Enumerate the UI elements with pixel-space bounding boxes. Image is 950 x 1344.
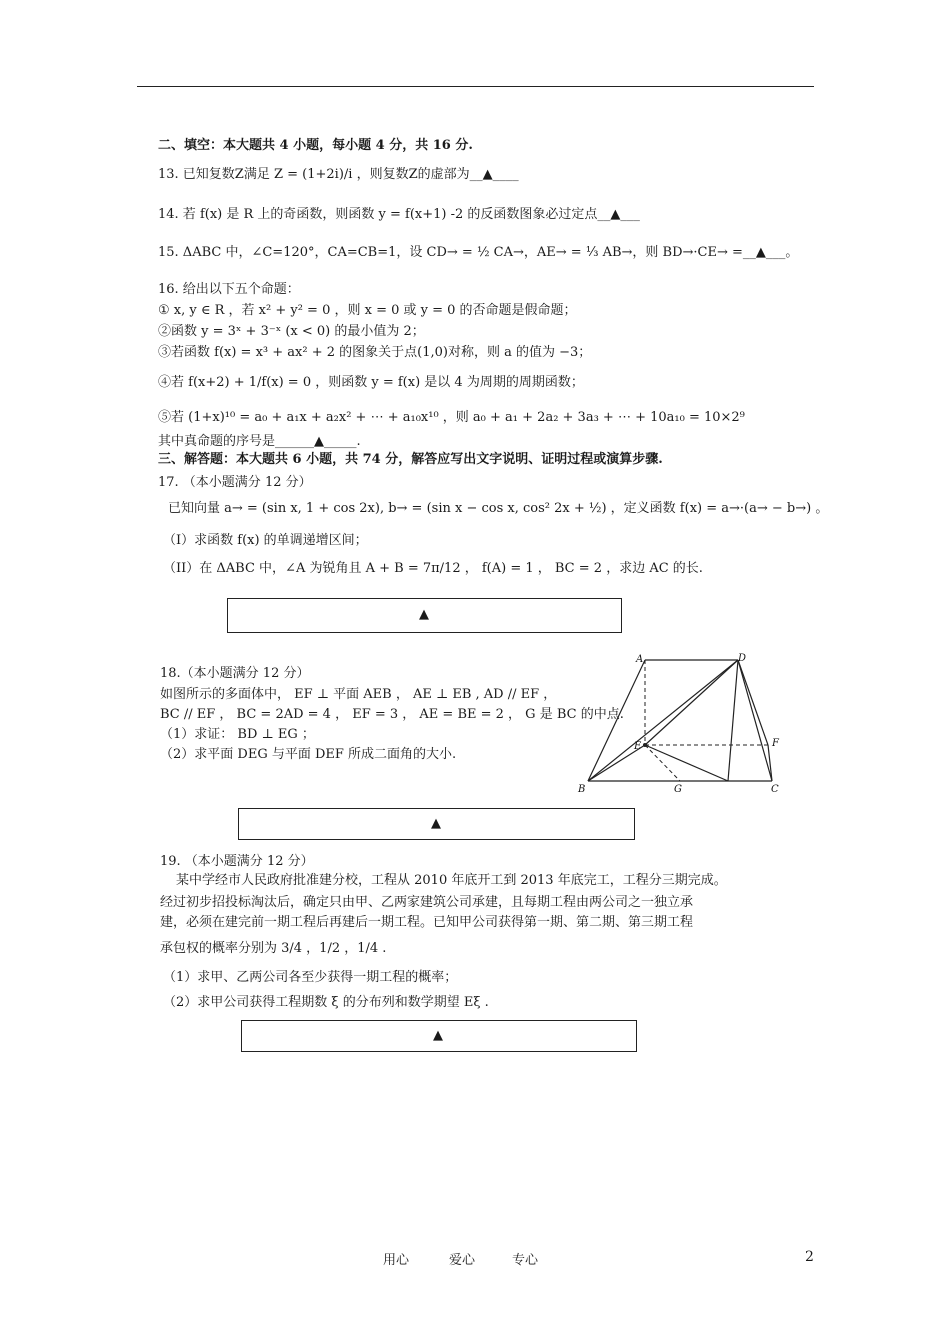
q18-line-1: 如图所示的多面体中， EF ⊥ 平面 AEB ， AE ⊥ EB , AD // EF ， — [160, 687, 557, 702]
q16-answer: 其中真命题的序号是______▲_____. — [158, 434, 361, 449]
figure-label-b: B — [578, 784, 586, 795]
figure-label-d: D — [738, 653, 747, 664]
q16-item-1: ① x, y ∈ R ，若 x² + y² = 0 ，则 x = 0 或 y = 0 的否命题是假命题； — [158, 303, 577, 318]
q18-line-4: （2）求平面 DEG 与平面 DEF 所成二面角的大小. — [160, 747, 457, 762]
q16-item-3: ③若函数 f(x) = x³ + ax² + 2 的图象关于点(1,0)对称，则 a 的值为 −3； — [158, 345, 592, 360]
q16-item-4: ④若 f(x+2) + 1/f(x) = 0 ，则函数 y = f(x) 是以 4 为周期的周期函数； — [158, 375, 584, 390]
figure-label-c: C — [771, 784, 779, 795]
question-19-title: 19. （本小题满分 12 分） — [160, 854, 314, 869]
q17-line-3: （II）在 ΔABC 中，∠A 为锐角且 A + B = 7π/12 ， f(A) = 1 ， BC = 2 ，求边 AC 的长. — [163, 561, 703, 576]
q18-line-3: （1）求证： BD ⊥ EG ； — [160, 727, 315, 742]
q19-line-2: 经过初步招投标淘汰后，确定只由甲、乙两家建筑公司承建，且每期工程由两公司之一独立承 — [160, 895, 694, 910]
q19-line-1: 某中学经市人民政府批准建分校，工程从 2010 年底开工到 2013 年底完工，工程分三期完成。 — [176, 873, 727, 888]
figure-label-a: A — [636, 654, 644, 665]
figure-label-f: F — [772, 738, 779, 749]
q19-line-3: 建，必须在建完前一期工程后再建后一期工程。已知甲公司获得第一期、第二期、第三期工程 — [160, 915, 694, 930]
q16-item-5: ⑤若 (1+x)¹⁰ = a₀ + a₁x + a₂x² + ⋯ + a₁₀x¹⁰ ，则 a₀ + a₁ + 2a₂ + 3a₃ + ⋯ + 10a₁₀ = 10×2⁹ — [158, 410, 745, 425]
footer-text-1: 用心 — [383, 1253, 410, 1268]
answer-marker-19: ▲ — [433, 1028, 443, 1043]
polyhedron-figure — [570, 648, 790, 796]
q19-line-6: （2）求甲公司获得工程期数 ξ 的分布列和数学期望 Eξ . — [163, 995, 489, 1010]
section3-title: 三、解答题：本大题共 6 小题，共 74 分，解答应写出文字说明、证明过程或演算步骤. — [158, 452, 663, 467]
q17-line-2: （I）求函数 f(x) 的单调递增区间； — [163, 533, 368, 548]
q19-line-4: 承包权的概率分别为 3/4 ，1/2 ，1/4 . — [160, 941, 387, 956]
question-16-title: 16. 给出以下五个命题： — [158, 282, 300, 297]
question-13: 13. 已知复数Z满足 Z = (1+2i)/i ，则复数Z的虚部为__▲____ — [158, 167, 519, 182]
section2-title: 二、填空：本大题共 4 小题，每小题 4 分，共 16 分. — [158, 138, 473, 153]
question-18-title: 18.（本小题满分 12 分） — [160, 666, 310, 681]
question-17-title: 17. （本小题满分 12 分） — [158, 475, 312, 490]
page-number: 2 — [805, 1249, 814, 1265]
q19-line-5: （1）求甲、乙两公司各至少获得一期工程的概率； — [163, 970, 458, 985]
footer-text-3: 专心 — [512, 1253, 539, 1268]
question-15: 15. ΔABC 中，∠C=120°，CA=CB=1，设 CD→ = ½ CA→，AE→ = ⅓ AB→，则 BD→·CE→ =__▲___。 — [158, 245, 799, 260]
question-14: 14. 若 f(x) 是 R 上的奇函数，则函数 y = f(x+1) -2 的反函数图象必过定点__▲___ — [158, 207, 640, 222]
figure-label-g: G — [674, 784, 682, 795]
q17-line-1: 已知向量 a→ = (sin x, 1 + cos 2x), b→ = (sin x − cos x, cos² 2x + ½) ，定义函数 f(x) = a→·(a→ − b→) 。 — [168, 501, 829, 516]
answer-marker-17: ▲ — [419, 607, 429, 622]
figure-label-e: E — [634, 741, 642, 752]
footer-text-2: 爱心 — [449, 1253, 476, 1268]
answer-marker-18: ▲ — [431, 816, 441, 831]
q18-line-2: BC // EF ， BC = 2AD = 4 ， EF = 3 ， AE = BE = 2 ， G 是 BC 的中点. — [160, 707, 624, 722]
q16-item-2: ②函数 y = 3ˣ + 3⁻ˣ (x < 0) 的最小值为 2； — [158, 324, 425, 339]
header-rule — [137, 86, 814, 87]
